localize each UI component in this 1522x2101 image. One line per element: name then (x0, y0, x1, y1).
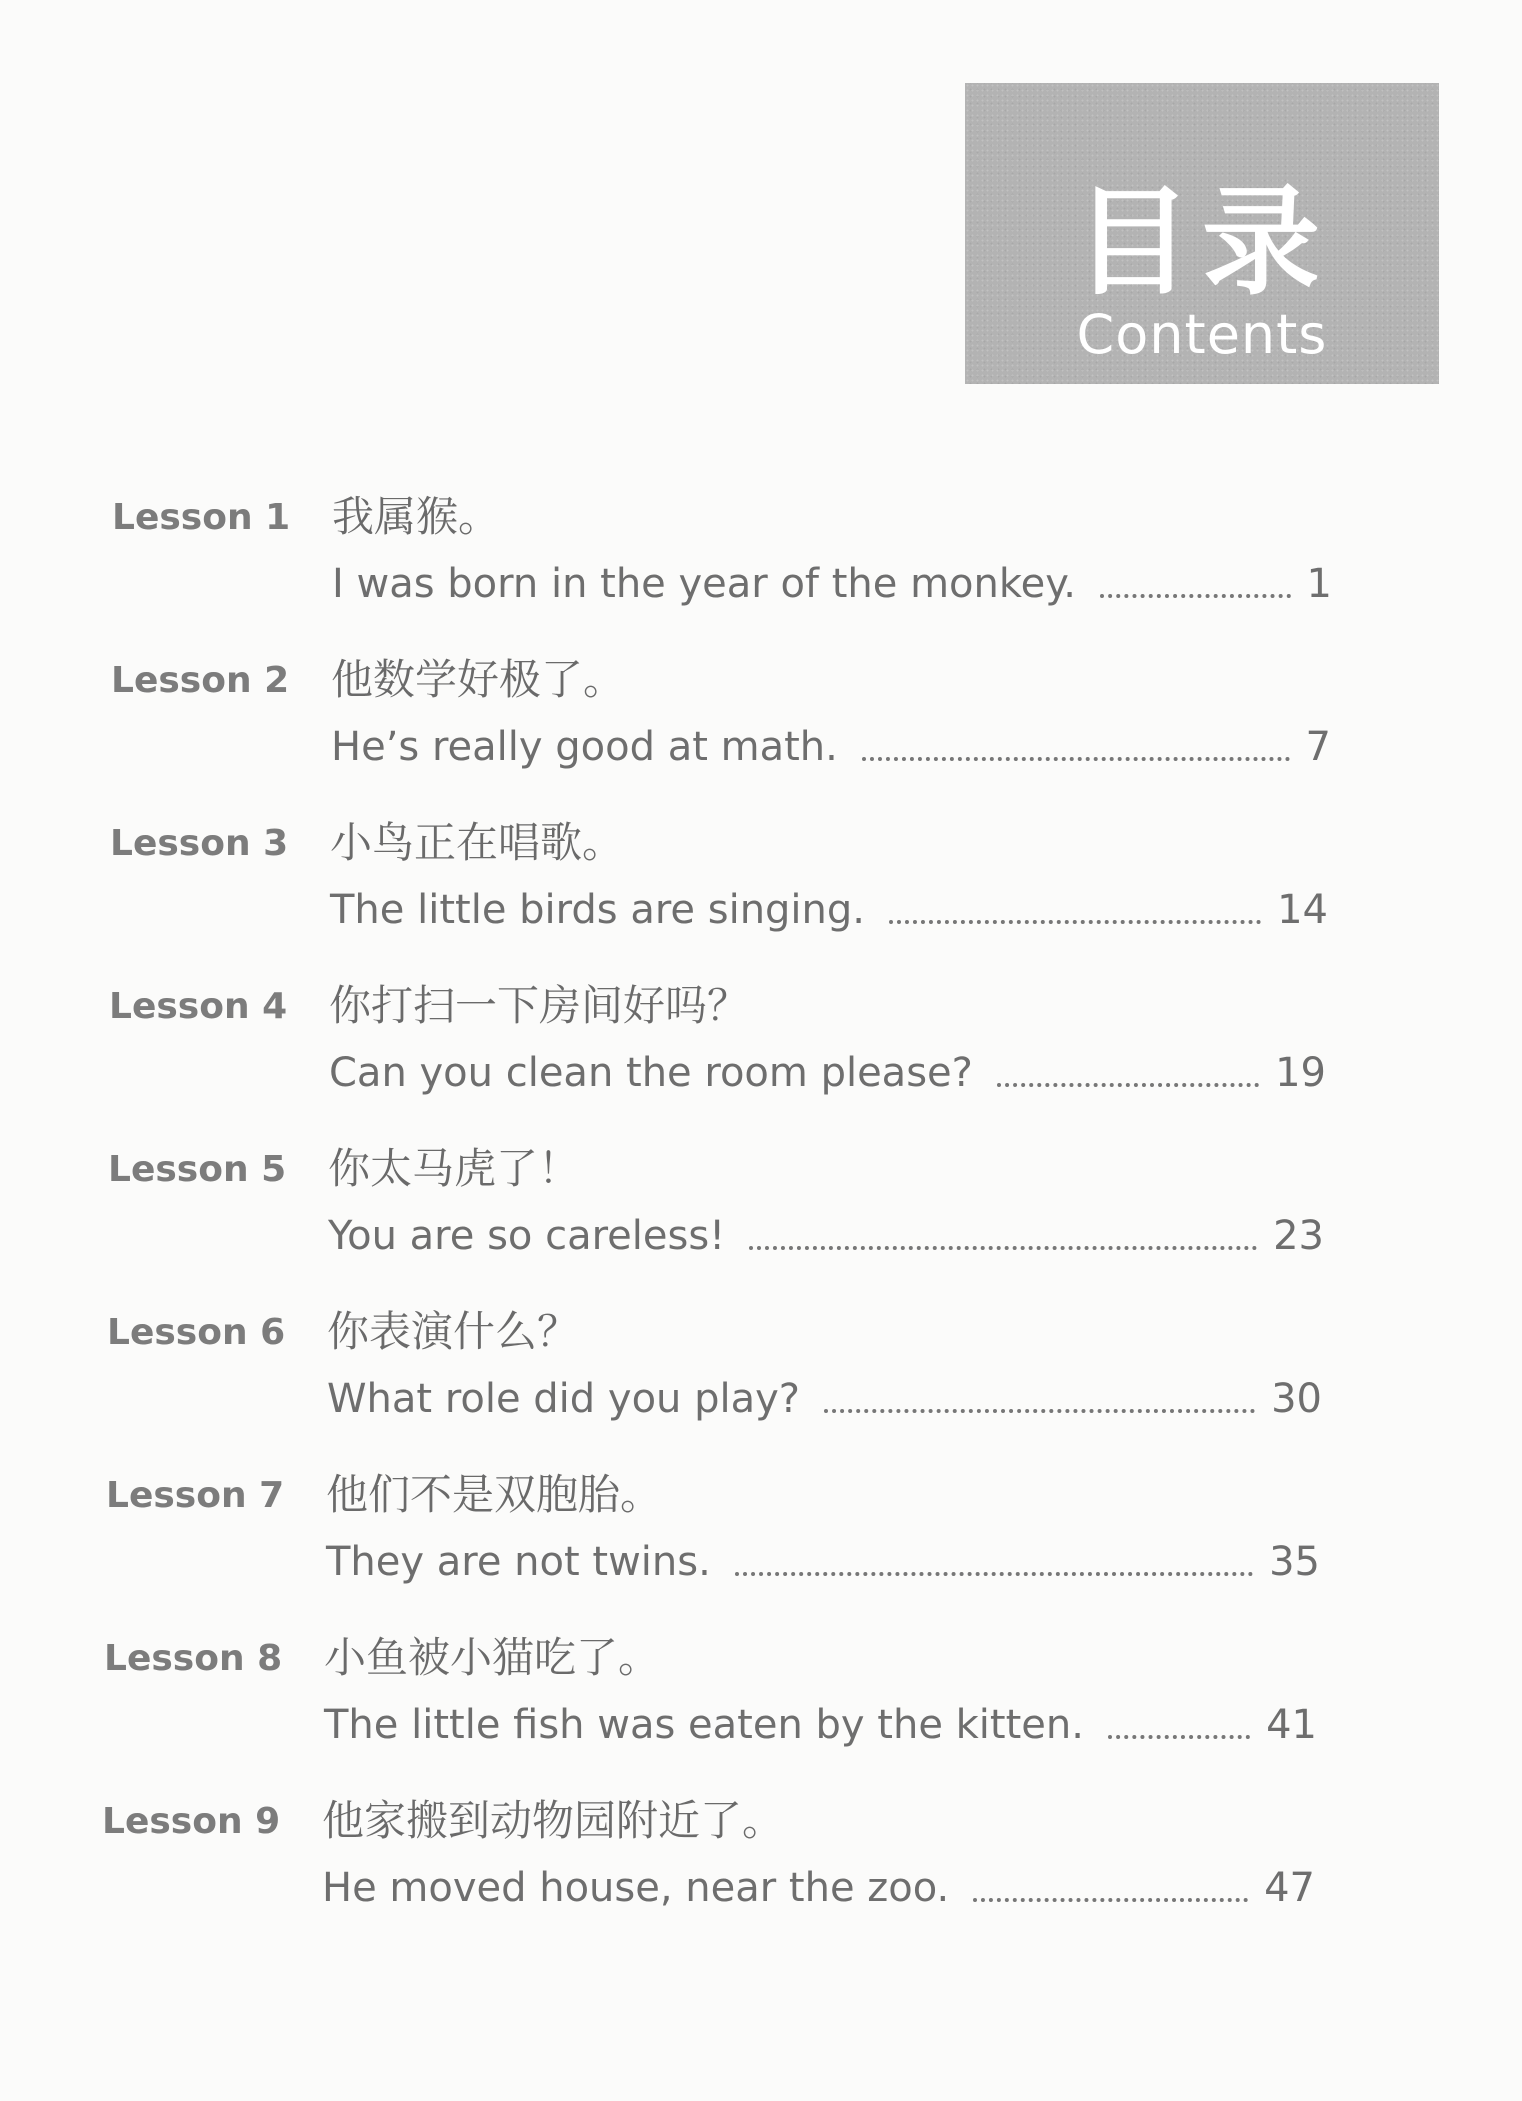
toc-entry-lesson-9[interactable] (102, 1796, 1402, 1940)
lesson-title-line (328, 1208, 1324, 1264)
toc-entry-lesson-8[interactable] (104, 1633, 1404, 1777)
lesson-title-line (326, 1534, 1320, 1590)
dot-leader (1108, 1735, 1250, 1739)
toc-entry-lesson-4[interactable] (109, 981, 1409, 1125)
contents-header-box (965, 83, 1439, 384)
dot-leader (889, 920, 1261, 924)
lesson-title-chinese: 他家搬到动物园附近了。 (322, 1796, 785, 1845)
lesson-label: Lesson 7 (106, 1475, 285, 1516)
lesson-label: Lesson 9 (102, 1801, 281, 1842)
lesson-page-number: 1 (1306, 561, 1332, 607)
lesson-label: Lesson 5 (108, 1149, 287, 1190)
toc-entry-lesson-2[interactable] (111, 655, 1411, 799)
dot-leader (997, 1083, 1259, 1087)
lesson-title-chinese: 他数学好极了。 (331, 655, 626, 704)
lesson-page-number: 14 (1277, 887, 1328, 933)
dot-leader (862, 757, 1290, 761)
lesson-page-number: 19 (1275, 1050, 1326, 1096)
lesson-title-english: Can you clean the room please? (329, 1050, 973, 1096)
lesson-page-number: 7 (1305, 724, 1331, 770)
lesson-title-english: They are not twins. (326, 1539, 711, 1585)
lesson-title-english: He’s really good at math. (331, 724, 838, 770)
lesson-title-line (322, 1860, 1315, 1916)
toc-entry-lesson-7[interactable] (106, 1470, 1406, 1614)
lesson-title-chinese: 他们不是双胞胎。 (326, 1470, 663, 1519)
contents-title-english: Contents (1076, 303, 1328, 366)
lesson-title-chinese: 你表演什么？ (327, 1307, 580, 1356)
dot-leader (973, 1898, 1248, 1902)
dot-leader (1100, 594, 1291, 598)
dot-leader (749, 1246, 1257, 1250)
lesson-title-line (324, 1697, 1317, 1753)
lesson-title-line (327, 1371, 1322, 1427)
toc-entry-lesson-5[interactable] (108, 1144, 1408, 1288)
lesson-title-chinese: 你打扫一下房间好吗？ (329, 981, 750, 1030)
lesson-label: Lesson 8 (104, 1638, 283, 1679)
lesson-page-number: 30 (1271, 1376, 1322, 1422)
lesson-label: Lesson 2 (111, 660, 290, 701)
toc-entry-lesson-1[interactable] (112, 492, 1412, 636)
lesson-label: Lesson 1 (112, 497, 291, 538)
toc-entry-lesson-6[interactable] (107, 1307, 1407, 1451)
lesson-title-chinese: 我属猴。 (332, 492, 501, 541)
lesson-title-english: He moved house, near the zoo. (322, 1865, 950, 1911)
lesson-title-line (330, 882, 1328, 938)
lesson-title-chinese: 小鸟正在唱歌。 (330, 818, 625, 867)
lesson-label: Lesson 6 (107, 1312, 286, 1353)
lesson-title-line (331, 719, 1331, 775)
lesson-title-line (332, 556, 1332, 612)
lesson-page-number: 41 (1266, 1702, 1317, 1748)
lesson-label: Lesson 3 (110, 823, 289, 864)
toc-entry-lesson-3[interactable] (110, 818, 1410, 962)
lesson-title-english: The little birds are singing. (330, 887, 865, 933)
lesson-page-number: 23 (1273, 1213, 1324, 1259)
contents-title-chinese: 目录 (1073, 173, 1330, 311)
lesson-title-line (329, 1045, 1326, 1101)
lesson-page-number: 47 (1264, 1865, 1315, 1911)
lesson-title-english: I was born in the year of the monkey. (332, 561, 1076, 607)
lesson-page-number: 35 (1269, 1539, 1320, 1585)
lesson-title-english: You are so careless! (328, 1213, 726, 1259)
lesson-title-english: What role did you play? (327, 1376, 801, 1422)
lesson-title-english: The little fish was eaten by the kitten. (324, 1702, 1084, 1748)
lesson-title-chinese: 小鱼被小猫吃了。 (324, 1633, 661, 1682)
dot-leader (735, 1572, 1253, 1576)
lesson-label: Lesson 4 (109, 986, 288, 1027)
dot-leader (824, 1409, 1255, 1413)
lesson-title-chinese: 你太马虎了！ (328, 1144, 581, 1193)
